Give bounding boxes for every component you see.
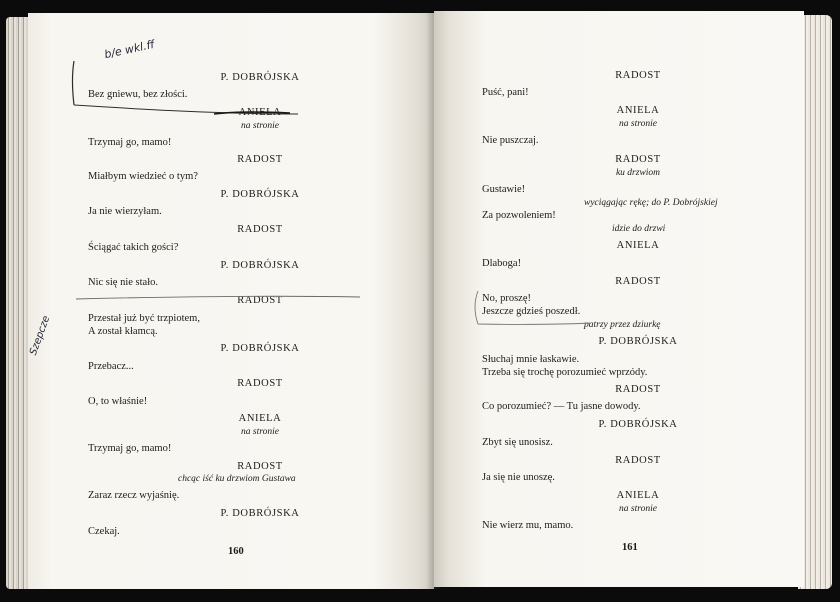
- dialogue-line: Co porozumieć? — Tu jasne dowody.: [482, 401, 641, 412]
- speaker-label: P. DOBRÓJSKA: [598, 336, 678, 347]
- dialogue-line: Trzeba się trochę porozumieć wprzódy.: [482, 367, 648, 378]
- pen-marks: [28, 13, 434, 589]
- dialogue-line: Gustawie!: [482, 184, 526, 195]
- dialogue-line: Za pozwoleniem!: [482, 210, 556, 221]
- dialogue-line: Zbyt się unosisz.: [482, 437, 553, 448]
- speaker-label: ANIELA: [616, 105, 660, 116]
- dialogue-line: Nie wierz mu, mamo.: [482, 520, 574, 531]
- dialogue-line: Słuchaj mnie łaskawie.: [482, 354, 580, 365]
- dialogue-line: Trzymaj go, mamo!: [88, 443, 172, 454]
- speaker-label: RADOST: [237, 295, 283, 306]
- speaker-label: P. DOBRÓJSKA: [220, 72, 300, 83]
- stage-direction: chcąc iść ku drzwiom Gustawa: [178, 474, 296, 484]
- speaker-label: P. DOBRÓJSKA: [220, 260, 300, 271]
- dialogue-line: Dlaboga!: [482, 258, 522, 269]
- divider-mark: [76, 296, 360, 299]
- dialogue-line: Bez gniewu, bez złości.: [88, 89, 188, 100]
- speaker-label: ANIELA: [238, 107, 282, 118]
- dialogue-line: Jeszcze gdzieś poszedł.: [482, 306, 581, 317]
- speaker-label: RADOST: [237, 378, 283, 389]
- speaker-label: P. DOBRÓJSKA: [598, 419, 678, 430]
- left-page: [28, 13, 434, 589]
- margin-bracket-mark: [73, 61, 75, 105]
- dialogue-line: Zaraz rzecz wyjaśnię.: [88, 490, 180, 501]
- dialogue-line: Miałbym wiedzieć o tym?: [88, 171, 198, 182]
- dialogue-line: O, to właśnie!: [88, 396, 148, 407]
- dialogue-line: Ja się nie unoszę.: [482, 472, 555, 483]
- speaker-label: ANIELA: [616, 490, 660, 501]
- speaker-label: RADOST: [615, 70, 661, 81]
- stage-direction: na stronie: [619, 119, 657, 129]
- dialogue-line: A został kłamcą.: [88, 326, 158, 337]
- stage-direction: wyciągając rękę; do P. Dobrójskiej: [584, 198, 718, 208]
- stage-direction: na stronie: [619, 504, 657, 514]
- speaker-label: P. DOBRÓJSKA: [220, 508, 300, 519]
- stage-direction: patrzy przez dziurkę: [584, 320, 661, 330]
- dialogue-line: Nic się nie stało.: [88, 277, 158, 288]
- dialogue-line: Czekaj.: [88, 526, 120, 537]
- stage-direction: idzie do drzwi: [612, 224, 666, 234]
- dialogue-line: Ściągać takich gości?: [88, 242, 179, 253]
- speaker-label: RADOST: [237, 154, 283, 165]
- speaker-label: RADOST: [615, 276, 661, 287]
- dialogue-line: Przestał już być trzpiotem,: [88, 313, 200, 324]
- pen-marks: [434, 11, 804, 587]
- speaker-label: RADOST: [615, 455, 661, 466]
- handwritten-margin-note: Szepcze: [28, 314, 53, 357]
- dialogue-line: No, proszę!: [482, 293, 531, 304]
- speaker-label: RADOST: [237, 461, 283, 472]
- page-number: 161: [622, 542, 638, 553]
- speaker-label: ANIELA: [238, 413, 282, 424]
- speaker-label: RADOST: [615, 154, 661, 165]
- page-number: 160: [228, 546, 244, 557]
- stage-direction: na stronie: [241, 427, 279, 437]
- dialogue-line: Przebacz...: [88, 361, 134, 372]
- dialogue-line: Nie puszczaj.: [482, 135, 539, 146]
- handwritten-note: b/e wkl.ff: [103, 37, 156, 62]
- speaker-label: P. DOBRÓJSKA: [220, 343, 300, 354]
- bracket-mark: [475, 291, 590, 324]
- dialogue-line: Ja nie wierzyłam.: [88, 206, 162, 217]
- stage-direction: ku drzwiom: [615, 168, 661, 178]
- stage-direction: na stronie: [241, 121, 279, 131]
- open-book: [6, 9, 834, 591]
- speaker-label: ANIELA: [616, 240, 660, 251]
- dialogue-line: Trzymaj go, mamo!: [88, 137, 172, 148]
- speaker-label: RADOST: [615, 384, 661, 395]
- speaker-label: RADOST: [237, 224, 283, 235]
- speaker-label: P. DOBRÓJSKA: [220, 189, 300, 200]
- dialogue-line: Puść, pani!: [482, 87, 529, 98]
- right-page: [434, 11, 804, 587]
